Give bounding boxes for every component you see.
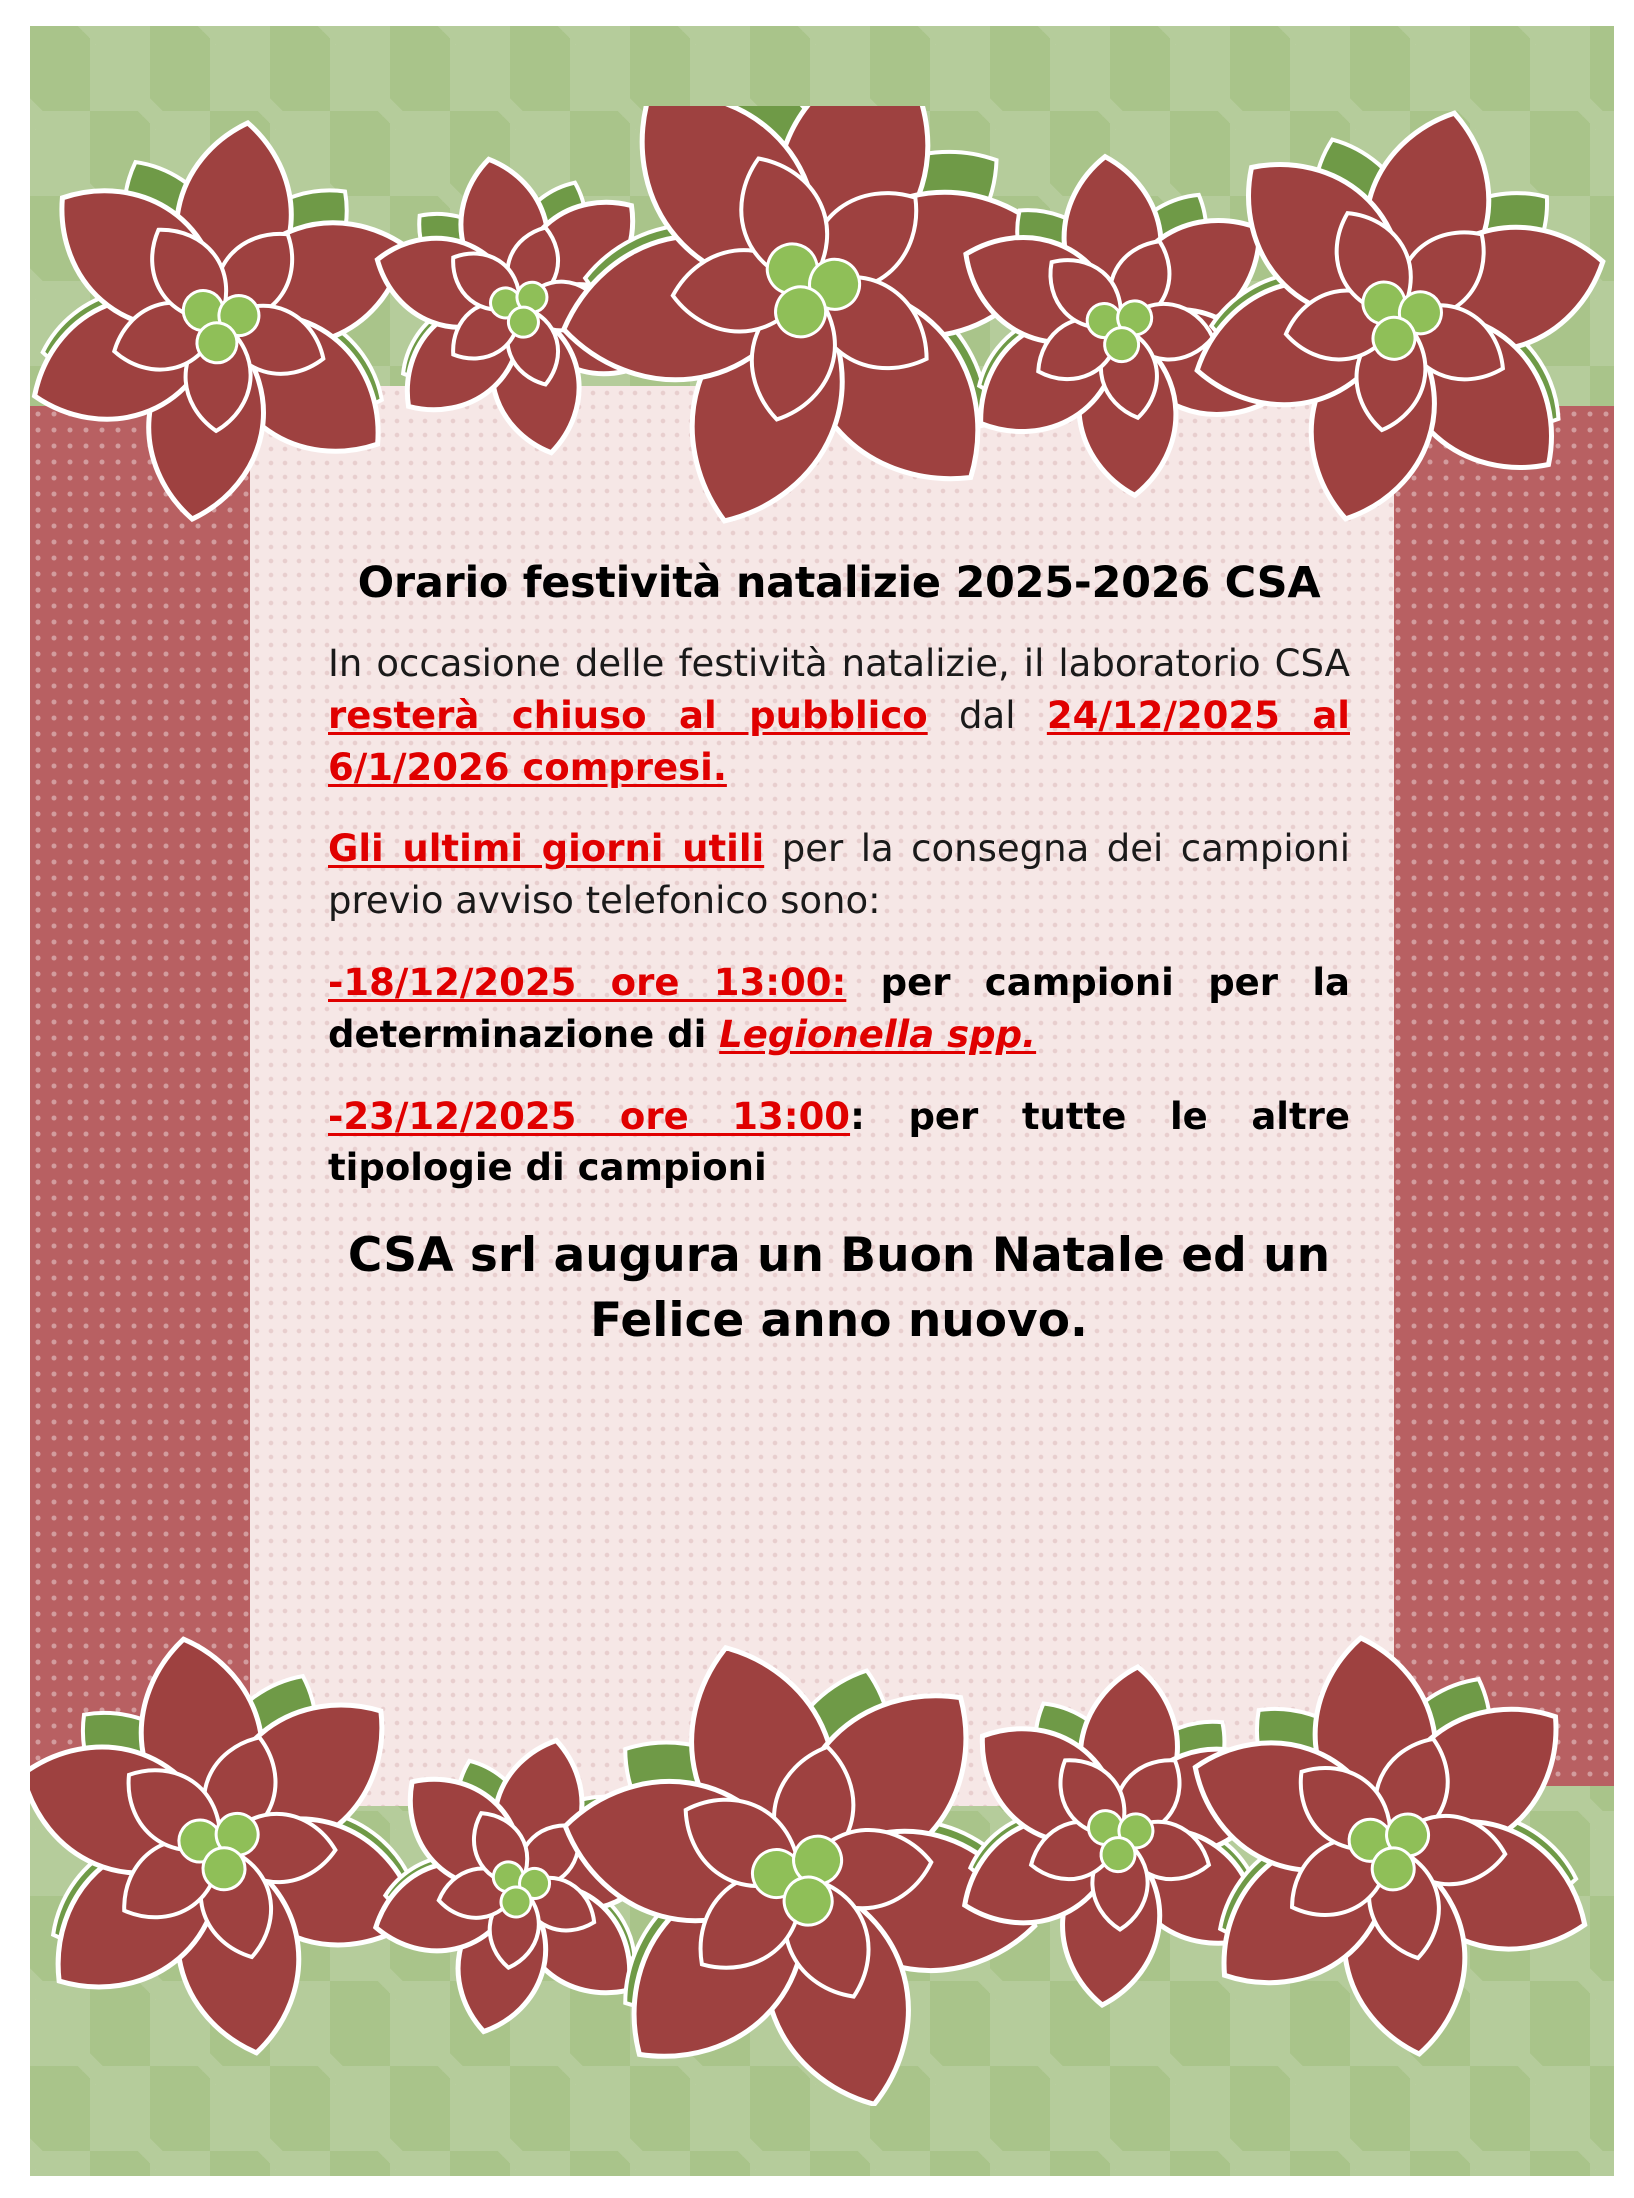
closure-paragraph: In occasione delle festività natalizie, il laboratorio CSA resterà chiuso al pubblico dal 24/12/2025 al 6/1/2026 compresi.	[328, 642, 1350, 789]
deadline-item-legionella: -18/12/2025 ore 13:00: per campioni per la determinazione di Legionella spp.	[328, 960, 1350, 1056]
poinsettia-flower	[1141, 106, 1614, 574]
poinsettia-flower	[30, 1602, 465, 2089]
poinsettia-garland-top	[30, 106, 1614, 576]
poster	[30, 26, 1614, 2176]
deadline-highlight: Gli ultimi giorni utili	[328, 827, 765, 871]
poinsettia-flower	[30, 106, 448, 547]
legionella-species: Legionella spp.	[719, 1012, 1037, 1056]
notice-title: Orario festività natalizie 2025-2026 CSA	[357, 558, 1321, 608]
closure-highlight: resterà chiuso al pubblico	[328, 693, 928, 737]
poinsettia-garland-bottom	[30, 1586, 1614, 2106]
deadline-date-2: -23/12/2025 ore 13:00	[328, 1094, 851, 1138]
closure-dates: 24/12/2025 al 6/1/2026 compresi.	[328, 693, 1350, 789]
closing-greeting: CSA srl augura un Buon Natale ed un Felice anno nuovo.	[347, 1228, 1331, 1349]
deadline-date-1: -18/12/2025 ore 13:00:	[328, 960, 847, 1004]
deadline-paragraph: Gli ultimi giorni utili per la consegna dei campioni previo avviso telefonico sono:	[328, 827, 1350, 923]
deadline-item-other: -23/12/2025 ore 13:00: per tutte le altre tipologie di campioni	[328, 1094, 1350, 1190]
notice-content	[328, 558, 1350, 1384]
